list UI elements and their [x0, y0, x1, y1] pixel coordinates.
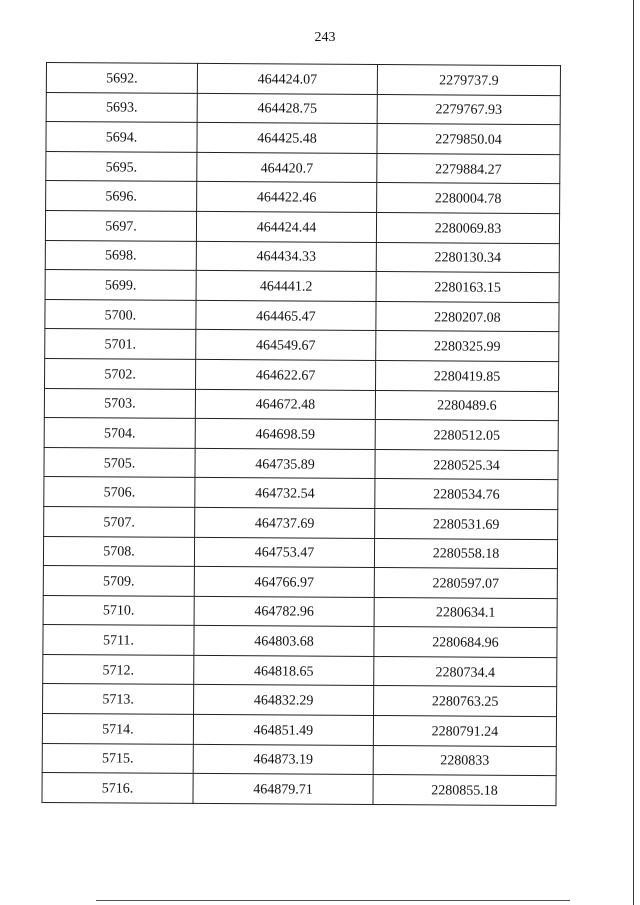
x-coordinate-cell: 464698.59: [195, 419, 375, 450]
table-row: [44, 477, 558, 510]
table-row: [46, 122, 560, 155]
point-number-cell: 5713.: [43, 684, 194, 715]
y-coordinate-cell: 2280489.6: [375, 390, 558, 421]
table-row: [42, 773, 556, 806]
y-coordinate-cell: 2280325.99: [376, 331, 559, 362]
y-coordinate-cell: 2280855.18: [373, 775, 556, 806]
y-coordinate-cell: 2280525.34: [375, 449, 558, 480]
x-coordinate-cell: 464424.07: [197, 63, 377, 94]
y-coordinate-cell: 2280684.96: [374, 627, 557, 658]
x-coordinate-cell: 464732.54: [195, 478, 375, 509]
x-coordinate-cell: 464873.19: [193, 744, 373, 775]
x-coordinate-cell: 464428.75: [197, 93, 377, 124]
x-coordinate-cell: 464737.69: [195, 507, 375, 538]
x-coordinate-cell: 464672.48: [195, 389, 375, 420]
y-coordinate-cell: 2280531.69: [375, 508, 558, 539]
point-number-cell: 5714.: [42, 714, 193, 745]
point-number-cell: 5711.: [43, 625, 194, 656]
point-number-cell: 5694.: [46, 122, 197, 153]
table-row: [46, 92, 560, 125]
table-row: [42, 743, 556, 776]
y-coordinate-cell: 2280163.15: [376, 272, 559, 303]
x-coordinate-cell: 464434.33: [196, 241, 376, 272]
point-number-cell: 5696.: [46, 181, 197, 212]
x-coordinate-cell: 464803.68: [194, 626, 374, 657]
page-number: 243: [314, 30, 336, 45]
point-number-cell: 5716.: [42, 773, 193, 804]
point-number-cell: 5704.: [44, 418, 195, 449]
table-row: [45, 210, 559, 243]
x-coordinate-cell: 464420.7: [197, 152, 377, 183]
table-row: [43, 595, 557, 628]
y-coordinate-cell: 2280833: [373, 745, 556, 776]
point-number-cell: 5697.: [45, 210, 196, 241]
point-number-cell: 5695.: [46, 151, 197, 182]
table-row: [44, 418, 558, 451]
y-coordinate-cell: 2280004.78: [377, 183, 560, 214]
table-row: [44, 506, 558, 539]
point-number-cell: 5699.: [45, 270, 196, 301]
point-number-cell: 5700.: [45, 299, 196, 330]
table-row: [44, 388, 558, 421]
x-coordinate-cell: 464832.29: [194, 685, 374, 716]
x-coordinate-cell: 464425.48: [197, 123, 377, 154]
table-row: [43, 536, 557, 569]
y-coordinate-cell: 2280734.4: [374, 656, 557, 687]
point-number-cell: 5710.: [43, 595, 194, 626]
point-number-cell: 5712.: [43, 654, 194, 685]
y-coordinate-cell: 2279850.04: [377, 124, 560, 155]
coordinate-table-body: [42, 63, 561, 806]
page-edge-right: [633, 0, 634, 905]
table-row: [43, 625, 557, 658]
y-coordinate-cell: 2280791.24: [373, 716, 556, 747]
y-coordinate-cell: 2280534.76: [375, 479, 558, 510]
x-coordinate-cell: 464851.49: [193, 714, 373, 745]
point-number-cell: 5707.: [44, 506, 195, 537]
table-row: [43, 566, 557, 599]
point-number-cell: 5701.: [45, 329, 196, 360]
x-coordinate-cell: 464766.97: [194, 567, 374, 598]
point-number-cell: 5708.: [43, 536, 194, 567]
point-number-cell: 5692.: [46, 63, 197, 94]
x-coordinate-cell: 464753.47: [194, 537, 374, 568]
y-coordinate-cell: 2280512.05: [375, 420, 558, 451]
point-number-cell: 5705.: [44, 447, 195, 478]
x-coordinate-cell: 464441.2: [196, 271, 376, 302]
y-coordinate-cell: 2280207.08: [376, 301, 559, 332]
table-row: [45, 329, 559, 362]
x-coordinate-cell: 464549.67: [196, 330, 376, 361]
table-row: [45, 299, 559, 332]
y-coordinate-cell: 2280130.34: [376, 242, 559, 273]
coordinate-table-wrapper: [41, 62, 560, 806]
point-number-cell: 5709.: [43, 566, 194, 597]
point-number-cell: 5693.: [46, 92, 197, 123]
point-number-cell: 5715.: [42, 743, 193, 774]
x-coordinate-cell: 464782.96: [194, 596, 374, 627]
y-coordinate-cell: 2279767.93: [377, 94, 560, 125]
table-row: [44, 447, 558, 480]
x-coordinate-cell: 464879.71: [193, 774, 373, 805]
point-number-cell: 5703.: [44, 388, 195, 419]
x-coordinate-cell: 464818.65: [194, 655, 374, 686]
point-number-cell: 5706.: [44, 477, 195, 508]
y-coordinate-cell: 2279737.9: [377, 65, 560, 96]
table-row: [45, 270, 559, 303]
table-row: [43, 684, 557, 717]
y-coordinate-cell: 2279884.27: [377, 153, 560, 184]
x-coordinate-cell: 464422.46: [197, 182, 377, 213]
point-number-cell: 5698.: [45, 240, 196, 271]
x-coordinate-cell: 464622.67: [196, 359, 376, 390]
y-coordinate-cell: 2280634.1: [374, 597, 557, 628]
page-edge-bottom: [96, 900, 570, 901]
y-coordinate-cell: 2280763.25: [374, 686, 557, 717]
y-coordinate-cell: 2280069.83: [376, 212, 559, 243]
table-row: [42, 714, 556, 747]
table-row: [43, 654, 557, 687]
y-coordinate-cell: 2280419.85: [376, 360, 559, 391]
x-coordinate-cell: 464465.47: [196, 300, 376, 331]
table-row: [46, 151, 560, 184]
table-row: [46, 181, 560, 214]
table-row: [45, 240, 559, 273]
point-number-cell: 5702.: [45, 358, 196, 389]
y-coordinate-cell: 2280597.07: [374, 568, 557, 599]
table-row: [46, 63, 560, 96]
x-coordinate-cell: 464735.89: [195, 448, 375, 479]
x-coordinate-cell: 464424.44: [196, 211, 376, 242]
coordinate-table: [41, 62, 561, 806]
table-row: [45, 358, 559, 391]
y-coordinate-cell: 2280558.18: [374, 538, 557, 569]
